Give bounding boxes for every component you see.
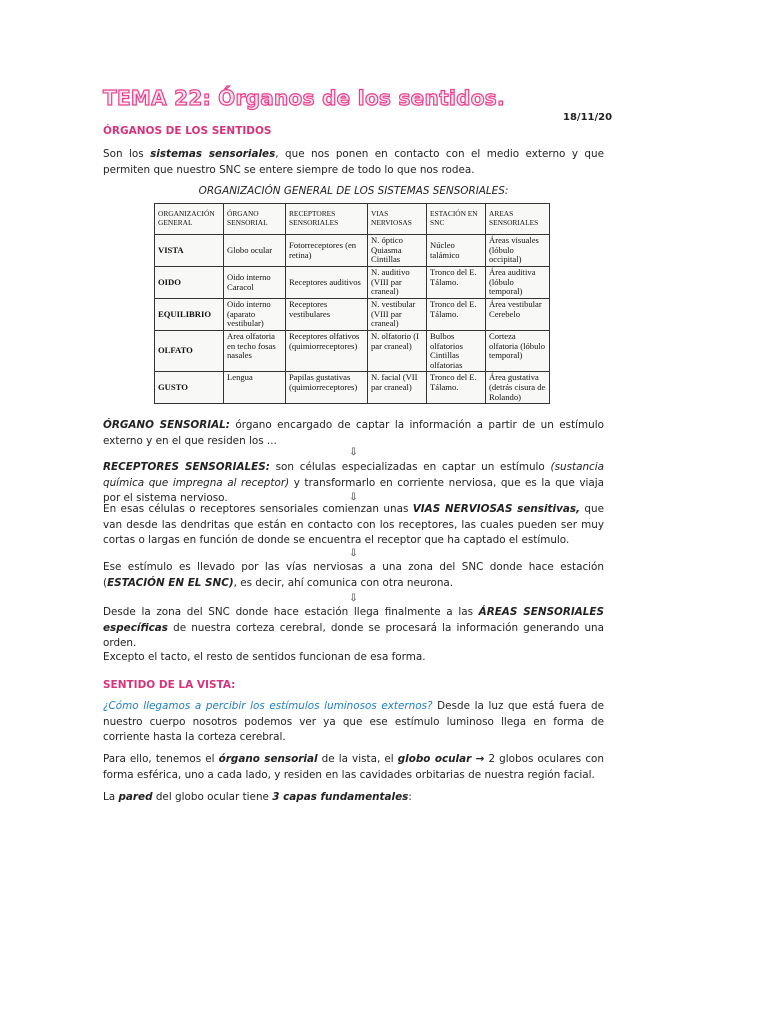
- table-cell: Receptores vestibulares: [286, 299, 368, 331]
- globo-ocular-paragraph: Para ello, tenemos el órgano sensorial de la vista, el globo ocular → 2 globos oculares con forma esférica, uno a cada lado, y residen en las cavidades orbitarias de nuestra región facial.: [103, 753, 604, 781]
- table-cell: N. olfatorio (I par craneal): [368, 331, 427, 372]
- table-cell: Área vestibular Cerebelo: [486, 299, 550, 331]
- pared-paragraph: La pared del globo ocular tiene 3 capas fundamentales:: [103, 791, 412, 803]
- col-header: VIAS NERVIOSAS: [368, 204, 427, 235]
- section-heading-vista: SENTIDO DE LA VISTA:: [103, 679, 236, 691]
- table-cell: Receptores auditivos: [286, 267, 368, 299]
- section-heading-organos: ÓRGANOS DE LOS SENTIDOS: [103, 125, 272, 137]
- table-cell: Bulbos olfatorios Cintillas olfatorias: [427, 331, 486, 372]
- table-cell: Fotorreceptores (en retina): [286, 235, 368, 267]
- down-arrow-icon: ⇩: [349, 492, 358, 503]
- estacion-paragraph: Ese estímulo es llevado por las vías nerviosas a una zona del SNC donde hace estación (ESTACIÓN EN EL SNC), es decir, ahí comunica con otra neurona.: [103, 561, 604, 589]
- down-arrow-icon: ⇩: [349, 548, 358, 559]
- table-cell: Área auditiva (lóbulo temporal): [486, 267, 550, 299]
- table-cell: Oido interno (aparato vestibular): [224, 299, 286, 331]
- table-cell: Tronco del E. Tálamo.: [427, 372, 486, 404]
- table-cell: Tronco del E. Tálamo.: [427, 299, 486, 331]
- table-cell: Area olfatoria en techo fosas nasales: [224, 331, 286, 372]
- receptores-paragraph: RECEPTORES SENSORIALES: son células especializadas en captar un estímulo (sustancia química que impregna al receptor) y transformarlo en corriente nerviosa, que es la que viaja por el sistema nervioso.: [103, 461, 604, 504]
- table-cell: Áreas visuales (lóbulo occipital): [486, 235, 550, 267]
- col-header: ÓRGANO SENSORIAL: [224, 204, 286, 235]
- table-cell: OLFATO: [155, 331, 224, 372]
- table-row: [155, 372, 550, 404]
- table-row: [155, 235, 550, 267]
- vista-question-paragraph: ¿Cómo llegamos a percibir los estímulos luminosos externos? Desde la luz que está fuera de nuestro cuerpo nosotros podemos ver ya que ese estímulo luminoso llega en forma de corriente hasta la corteza cerebral.: [103, 700, 604, 743]
- col-header: RECEPTORES SENSORIALES: [286, 204, 368, 235]
- table-cell: Corteza olfatoria (lóbulo temporal): [486, 331, 550, 372]
- down-arrow-icon: ⇩: [349, 447, 358, 458]
- col-header: ORGANIZACIÓN GENERAL: [155, 204, 224, 235]
- table-cell: OIDO: [155, 267, 224, 299]
- table-cell: N. facial (VII par craneal): [368, 372, 427, 404]
- sensory-systems-table: [154, 203, 550, 404]
- table-header-row: [155, 204, 550, 235]
- vias-nerviosas-paragraph: En esas células o receptores sensoriales comienzan unas VIAS NERVIOSAS sensitivas, que van desde las dendritas que están en contacto con los receptores, las cuales pueden ser muy cortas o largas en función de donde se encuentra el receptor que ha captado el estímulo.: [103, 503, 604, 546]
- table-cell: Globo ocular: [224, 235, 286, 267]
- page-title: TEMA 22: Órganos de los sentidos.: [103, 86, 505, 110]
- table-cell: Oido interno Caracol: [224, 267, 286, 299]
- excepto-paragraph: Excepto el tacto, el resto de sentidos funcionan de esa forma.: [103, 651, 426, 663]
- table-cell: GUSTO: [155, 372, 224, 404]
- table-cell: N. auditivo (VIII par craneal): [368, 267, 427, 299]
- table-cell: EQUILIBRIO: [155, 299, 224, 331]
- table-cell: Núcleo talámico: [427, 235, 486, 267]
- col-header: AREAS SENSORIALES: [486, 204, 550, 235]
- areas-sensoriales-paragraph: Desde la zona del SNC donde hace estación llega finalmente a las ÁREAS SENSORIALES específicas de nuestra corteza cerebral, donde se procesará la información generando una orden.: [103, 606, 604, 649]
- table-cell: N. óptico Quiasma Cintillas: [368, 235, 427, 267]
- table-cell: N. vestibular (VIII par craneal): [368, 299, 427, 331]
- table-caption: ORGANIZACIÓN GENERAL DE LOS SISTEMAS SENSORIALES:: [198, 185, 509, 197]
- down-arrow-icon: ⇩: [349, 593, 358, 604]
- table-cell: Receptores olfativos (quimiorreceptores): [286, 331, 368, 372]
- table-row: [155, 299, 550, 331]
- date-label: 18/11/20: [563, 112, 613, 123]
- table-cell: Área gustativa (detrás cisura de Rolando): [486, 372, 550, 404]
- table-row: [155, 267, 550, 299]
- intro-paragraph: Son los sistemas sensoriales, que nos ponen en contacto con el medio externo y que permiten que nuestro SNC se entere siempre de todo lo que nos rodea.: [103, 148, 604, 176]
- organo-sensorial-paragraph: ÓRGANO SENSORIAL: órgano encargado de captar la información a partir de un estímulo externo y en el que residen los ...: [103, 419, 604, 447]
- table-cell: Tronco del E. Tálamo.: [427, 267, 486, 299]
- table-cell: Lengua: [224, 372, 286, 404]
- table-cell: VISTA: [155, 235, 224, 267]
- table-cell: Papilas gustativas (quimiorreceptores): [286, 372, 368, 404]
- table-row: [155, 331, 550, 372]
- col-header: ESTACIÓN EN SNC: [427, 204, 486, 235]
